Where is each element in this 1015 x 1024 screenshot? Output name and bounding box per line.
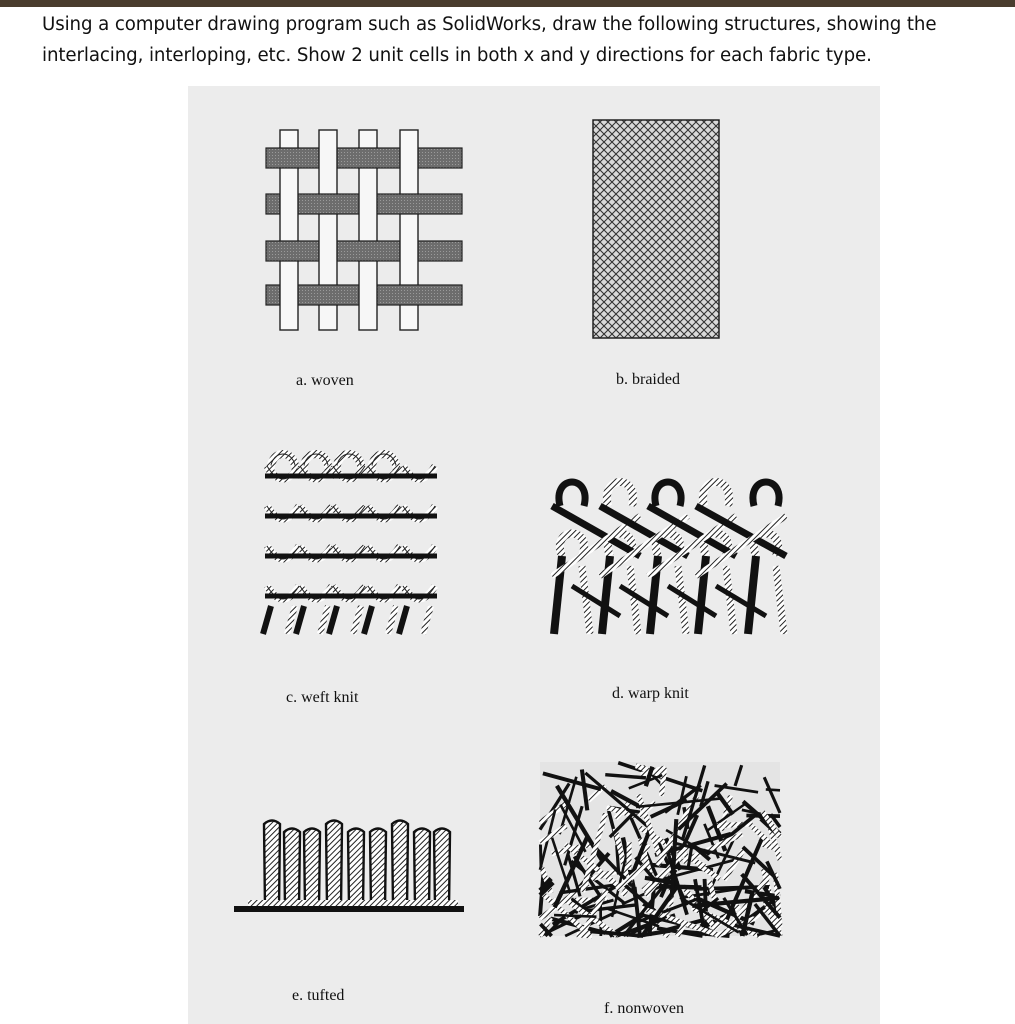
caption-weft-knit: c. weft knit [286,689,359,706]
braided-fabric-diagram [593,120,719,338]
instruction-line-2: interlacing, interloping, etc. Show 2 unit cells in both x and y directions for each fabric type. [42,45,872,66]
tufted-fabric-diagram [234,821,464,913]
assignment-instruction [42,9,1002,71]
caption-woven: a. woven [296,372,354,389]
nonwoven-fabric-diagram [540,762,780,936]
instruction-line-1: Using a computer drawing program such as SolidWorks, draw the following structures, showing the [42,14,937,35]
caption-nonwoven: f. nonwoven [604,1000,684,1017]
weft-knit-fabric-diagram [263,454,437,634]
fabric-structures-figure [188,86,880,1024]
caption-braided: b. braided [616,371,680,388]
top-border-bar [0,0,1015,7]
warp-knit-fabric-diagram [552,482,786,634]
caption-tufted: e. tufted [292,987,345,1004]
caption-warp-knit: d. warp knit [612,685,689,702]
woven-fabric-diagram [266,130,462,330]
